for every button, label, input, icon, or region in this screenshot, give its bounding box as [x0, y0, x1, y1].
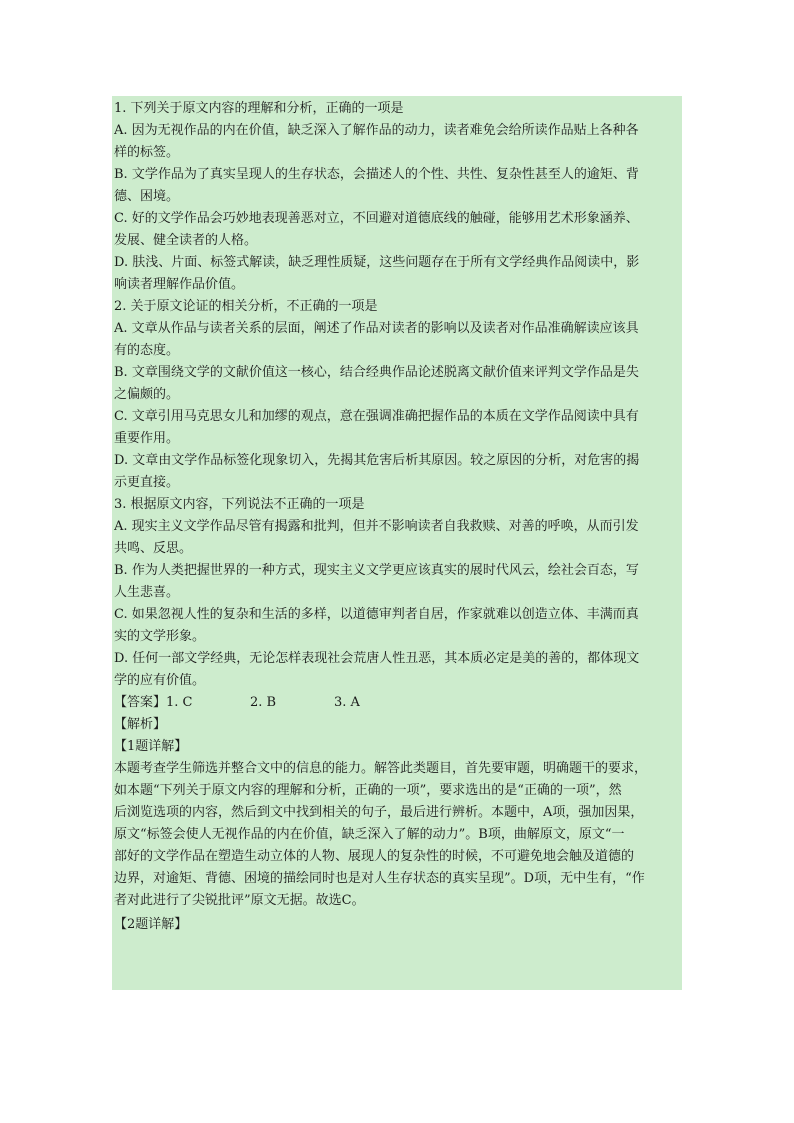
answer-item-3: 3. A [334, 695, 360, 710]
q1-option-d-line1: D. 肤浅、片面、标签式解读，缺乏理性质疑，这些问题存在于所有文学经典作品阅读中，影 [114, 255, 640, 270]
detail1-label: 【1题详解】 [114, 739, 188, 754]
q2-option-b-line1: B. 文章围绕文学的文献价值这一核心，结合经典作品论述脱离文献价值来评判文学作品是失 [114, 365, 639, 380]
q2-option-c-line1: C. 文章引用马克思女儿和加缪的观点，意在强调准确把握作品的本质在文学作品阅读中具有 [114, 409, 639, 424]
q1-option-b-line1: B. 文学作品为了真实呈现人的生存状态，会描述人的个性、共性、复杂性甚至人的逾矩、背 [114, 167, 639, 182]
q3-option-d-line1: D. 任何一部文学经典，无论怎样表现社会荒唐人性丑恶，其本质必定是美的善的，都体现文 [114, 651, 640, 666]
detail1-line6: 边界，对逾矩、背德、困境的描绘同时也是对人生存状态的真实呈现”。D项，无中生有，“作 [114, 871, 645, 886]
q2-option-c-line2: 重要作用。 [114, 431, 180, 446]
detail1-line5: 部好的文学作品在塑造生动立体的人物、展现人的复杂性的时候，不可避免地会触及道德的 [114, 849, 635, 864]
q1-stem: 1. 下列关于原文内容的理解和分析，正确的一项是 [114, 101, 404, 116]
q3-option-a-line1: A. 现实主义文学作品尽管有揭露和批判，但并不影响读者自我救赎、对善的呼唤，从而引发 [114, 519, 639, 534]
answer-item-1: 1. C [166, 695, 193, 710]
detail1-line4: 原文“标签会使人无视作品的内在价值，缺乏深入了解的动力”。B项，曲解原文，原文“一 [114, 827, 625, 842]
q1-option-c-line1: C. 好的文学作品会巧妙地表现善恶对立，不回避对道德底线的触碰，能够用艺术形象涵养、 [114, 211, 639, 226]
detail1-line3: 后浏览选项的内容，然后到文中找到相关的句子，最后进行辨析。本题中，A项，强加因果， [114, 805, 644, 820]
q1-option-c-line2: 发展、健全读者的人格。 [114, 233, 258, 248]
analysis-label: 【解析】 [114, 717, 167, 732]
q1-option-b-line2: 德、困境。 [114, 189, 180, 204]
answer-item-2: 2. B [250, 695, 277, 710]
q1-option-a-line1: A. 因为无视作品的内在价值，缺乏深入了解作品的动力，读者难免会给所读作品贴上各种各 [114, 123, 639, 138]
q3-option-b-line1: B. 作为人类把握世界的一种方式，现实主义文学更应该真实的展时代风云，绘社会百态，写 [114, 563, 639, 578]
q3-option-b-line2: 人生悲喜。 [114, 585, 180, 600]
answer-label: 【答案】 [114, 695, 167, 710]
q3-stem: 3. 根据原文内容，下列说法不正确的一项是 [114, 497, 365, 512]
document-body [112, 96, 682, 990]
detail1-line7: 者对此进行了尖锐批评”原文无据。故选C。 [114, 893, 365, 908]
q2-option-b-line2: 之偏颇的。 [114, 387, 180, 402]
q2-option-d-line2: 示更直接。 [114, 475, 180, 490]
q1-option-d-line2: 响读者理解作品价值。 [114, 277, 245, 292]
q2-option-a-line1: A. 文章从作品与读者关系的层面，阐述了作品对读者的影响以及读者对作品准确解读应该具 [114, 321, 639, 336]
q2-stem: 2. 关于原文论证的相关分析，不正确的一项是 [114, 299, 378, 314]
q3-option-d-line2: 学的应有价值。 [114, 673, 206, 688]
q2-option-a-line2: 有的态度。 [114, 343, 180, 358]
q3-option-c-line2: 实的文学形象。 [114, 629, 206, 644]
detail1-line1: 本题考查学生筛选并整合文中的信息的能力。解答此类题目，首先要审题，明确题干的要求， [114, 761, 648, 776]
q3-option-c-line1: C. 如果忽视人性的复杂和生活的多样，以道德审判者自居，作家就难以创造立体、丰满而真 [114, 607, 639, 622]
q1-option-a-line2: 样的标签。 [114, 145, 180, 160]
detail2-label: 【2题详解】 [114, 917, 188, 932]
detail1-line2: 如本题“下列关于原文内容的理解和分析，正确的一项”，要求选出的是“正确的一项”，然 [114, 783, 622, 798]
answer-line [114, 692, 680, 714]
q2-option-d-line1: D. 文章由文学作品标签化现象切入，先揭其危害后析其原因。较之原因的分析，对危害的揭 [114, 453, 640, 468]
q3-option-a-line2: 共鸣、反思。 [114, 541, 193, 556]
